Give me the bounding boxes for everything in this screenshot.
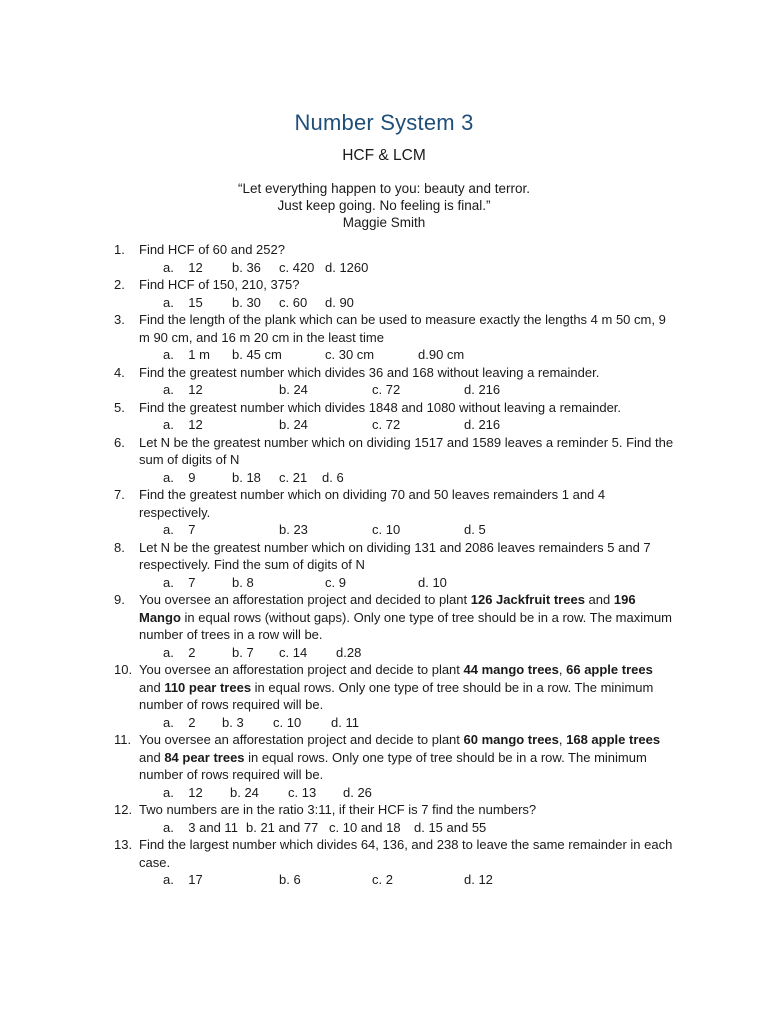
quote-author: Maggie Smith — [342, 215, 426, 230]
question-text-bold: 196 Mango — [139, 592, 636, 625]
answer-option: b. 24 — [279, 417, 308, 432]
question-text-segment: in equal rows. Only one type of tree should be in a row. The minimum number of rows required will be. — [139, 679, 654, 712]
question-item — [0, 399, 768, 434]
answer-option: d. 6 — [322, 469, 344, 485]
question-text — [0, 399, 675, 417]
answer-options — [0, 259, 768, 277]
question-text-bold: 60 mango trees — [463, 732, 559, 747]
question-text-segment: , — [558, 732, 567, 747]
answer-options — [0, 294, 768, 312]
answer-option: d. 15 and 55 — [414, 819, 487, 835]
answer-option: b. 21 and 77 — [246, 819, 319, 835]
question-item — [0, 661, 768, 731]
answer-option: b. 6 — [279, 872, 301, 887]
question-item — [0, 241, 768, 276]
answer-option: a. 3 and 11 — [163, 819, 238, 835]
answer-option: d. 216 — [464, 417, 501, 432]
answer-option: a. 2 — [163, 644, 196, 660]
answer-option: b. 24 — [279, 382, 308, 397]
page-subtitle: HCF & LCM — [342, 147, 426, 164]
answer-option: c. 30 cm — [325, 347, 375, 362]
answer-options — [0, 784, 768, 802]
answer-option: a. 12 — [163, 382, 203, 397]
answer-option: a. 7 — [163, 574, 196, 590]
question-text-segment: , — [558, 662, 567, 677]
answer-option: d. 26 — [343, 784, 372, 800]
question-text-segment: Find the greatest number which divides 1848 and 1080 without leaving a remainder. — [139, 399, 622, 415]
question-text-segment: Find the greatest number which divides 36 and 168 without leaving a remainder. — [139, 364, 600, 380]
answer-option: a. 7 — [163, 522, 196, 537]
question-number: 4. — [114, 364, 125, 380]
question-text-segment: and — [139, 679, 165, 695]
question-item — [0, 539, 768, 592]
question-text-bold: 84 pear trees — [164, 749, 245, 765]
answer-options — [0, 871, 768, 889]
answer-option: a. 15 — [163, 294, 203, 310]
answer-option: b. 24 — [230, 784, 259, 800]
answer-option: b. 18 — [232, 469, 261, 485]
question-number: 11. — [114, 732, 132, 747]
question-text — [0, 591, 675, 644]
question-text — [0, 276, 675, 294]
question-number: 13. — [114, 837, 133, 852]
answer-option: a. 12 — [163, 417, 203, 432]
answer-option: d. 1260 — [325, 259, 369, 275]
answer-option: c. 21 — [279, 469, 308, 485]
question-text — [0, 731, 675, 784]
question-item — [0, 591, 768, 661]
question-number: 1. — [114, 242, 125, 257]
question-text — [0, 364, 675, 382]
question-text-segment: You oversee an afforestation project and decided to plant — [139, 592, 471, 607]
answer-option: c. 420 — [279, 259, 315, 275]
answer-options — [0, 521, 768, 539]
answer-options — [0, 469, 768, 487]
answer-option: d.28 — [336, 644, 362, 660]
answer-option: c. 10 and 18 — [329, 819, 401, 835]
question-text-bold: 168 apple trees — [566, 732, 661, 747]
question-text — [0, 434, 675, 469]
answer-option: b. 8 — [232, 574, 254, 590]
answer-option: a. 9 — [163, 469, 196, 485]
question-text — [0, 311, 675, 346]
question-text-segment: You oversee an afforestation project and decide to plant — [139, 662, 464, 677]
answer-option: c. 13 — [288, 784, 317, 800]
question-text-bold: 44 mango trees — [463, 662, 559, 677]
answer-options — [0, 416, 768, 434]
question-text-bold: 126 Jackfruit trees — [470, 592, 585, 607]
answer-options — [0, 346, 768, 364]
quote-line-1: “Let everything happen to you: beauty and terror. — [238, 181, 530, 196]
question-number: 7. — [114, 487, 125, 502]
question-text-segment: and — [584, 592, 614, 607]
answer-option: c. 10 — [273, 714, 302, 730]
answer-option: a. 12 — [163, 259, 203, 275]
question-item — [0, 364, 768, 399]
answer-option: d. 10 — [418, 574, 447, 590]
question-item — [0, 486, 768, 539]
question-number: 10. — [114, 662, 133, 677]
answer-option: c. 10 — [372, 522, 401, 537]
answer-option: c. 2 — [372, 872, 393, 887]
question-text-segment: Find HCF of 60 and 252? — [139, 242, 285, 257]
answer-option: b. 3 — [222, 714, 244, 730]
question-number: 12. — [114, 802, 133, 817]
page-title: Number System 3 — [294, 110, 474, 135]
answer-options — [0, 381, 768, 399]
question-item — [0, 311, 768, 364]
question-number: 5. — [114, 399, 125, 415]
question-item — [0, 434, 768, 487]
answer-option: d. 12 — [464, 872, 493, 887]
question-text — [0, 801, 675, 819]
answer-option: c. 72 — [372, 417, 401, 432]
answer-option: b. 30 — [232, 294, 261, 310]
answer-option: a. 1 m — [163, 347, 210, 362]
question-text — [0, 661, 675, 714]
answer-option: a. 17 — [163, 872, 203, 887]
answer-option: a. 12 — [163, 784, 203, 800]
question-item — [0, 276, 768, 311]
answer-option: d. 90 — [325, 294, 354, 310]
answer-option: b. 7 — [232, 644, 254, 660]
question-text — [0, 486, 675, 521]
answer-option: d. 11 — [331, 714, 359, 730]
question-number: 9. — [114, 592, 125, 607]
answer-options — [0, 819, 768, 837]
answer-options — [0, 574, 768, 592]
question-text-segment: Two numbers are in the ratio 3:11, if their HCF is 7 find the numbers? — [139, 802, 537, 817]
question-text-segment: You oversee an afforestation project and decide to plant — [139, 732, 464, 747]
question-text-segment: and — [139, 749, 165, 765]
answer-option: c. 60 — [279, 294, 308, 310]
question-text-segment: Find the largest number which divides 64, 136, and 238 to leave the same remainder in each case. — [139, 837, 673, 870]
question-text-segment: Find HCF of 150, 210, 375? — [139, 277, 300, 292]
question-number: 8. — [114, 539, 125, 555]
question-number: 3. — [114, 312, 125, 327]
question-text-segment: Find the length of the plank which can be used to measure exactly the lengths 4 m 50 cm, 9 m 90 cm, and 16 m 20 cm in the least time — [139, 312, 666, 345]
question-list — [0, 241, 768, 889]
question-text-segment: Let N be the greatest number which on dividing 1517 and 1589 leaves a reminder 5. Find the sum of digits of N — [139, 434, 674, 467]
question-text-bold: 66 apple trees — [566, 662, 653, 677]
answer-option: b. 23 — [279, 522, 308, 537]
answer-option: c. 72 — [372, 382, 401, 397]
question-text — [0, 539, 675, 574]
question-item — [0, 801, 768, 836]
answer-option: b. 36 — [232, 259, 261, 275]
question-text-segment: Let N be the greatest number which on dividing 131 and 2086 leaves remainders 5 and 7 respectively. Find the sum of digits of N — [139, 539, 651, 572]
question-text — [0, 836, 675, 871]
answer-option: d. 216 — [464, 382, 501, 397]
epigraph-quote — [0, 180, 768, 231]
answer-option: b. 45 cm — [232, 347, 282, 362]
question-number: 2. — [114, 277, 125, 292]
question-text-segment: Find the greatest number which on dividing 70 and 50 leaves remainders 1 and 4 respectively. — [139, 487, 606, 520]
question-item — [0, 731, 768, 801]
question-number: 6. — [114, 434, 125, 450]
answer-option: c. 9 — [325, 574, 346, 590]
answer-option: d. 5 — [464, 522, 486, 537]
answer-option: d.90 cm — [418, 347, 465, 362]
question-item — [0, 836, 768, 889]
question-text-bold: 110 pear trees — [164, 679, 252, 695]
answer-options — [0, 644, 768, 662]
answer-options — [0, 714, 768, 732]
answer-option: c. 14 — [279, 644, 308, 660]
question-text-segment: in equal rows (without gaps). Only one type of tree should be in a row. The maximum number of trees in a row will be. — [139, 609, 673, 642]
question-text — [0, 241, 675, 259]
answer-option: a. 2 — [163, 714, 196, 730]
question-text-segment: in equal rows. Only one type of tree should be in a row. The minimum number of rows required will be. — [139, 749, 647, 782]
quote-line-2: Just keep going. No feeling is final.” — [277, 198, 491, 213]
